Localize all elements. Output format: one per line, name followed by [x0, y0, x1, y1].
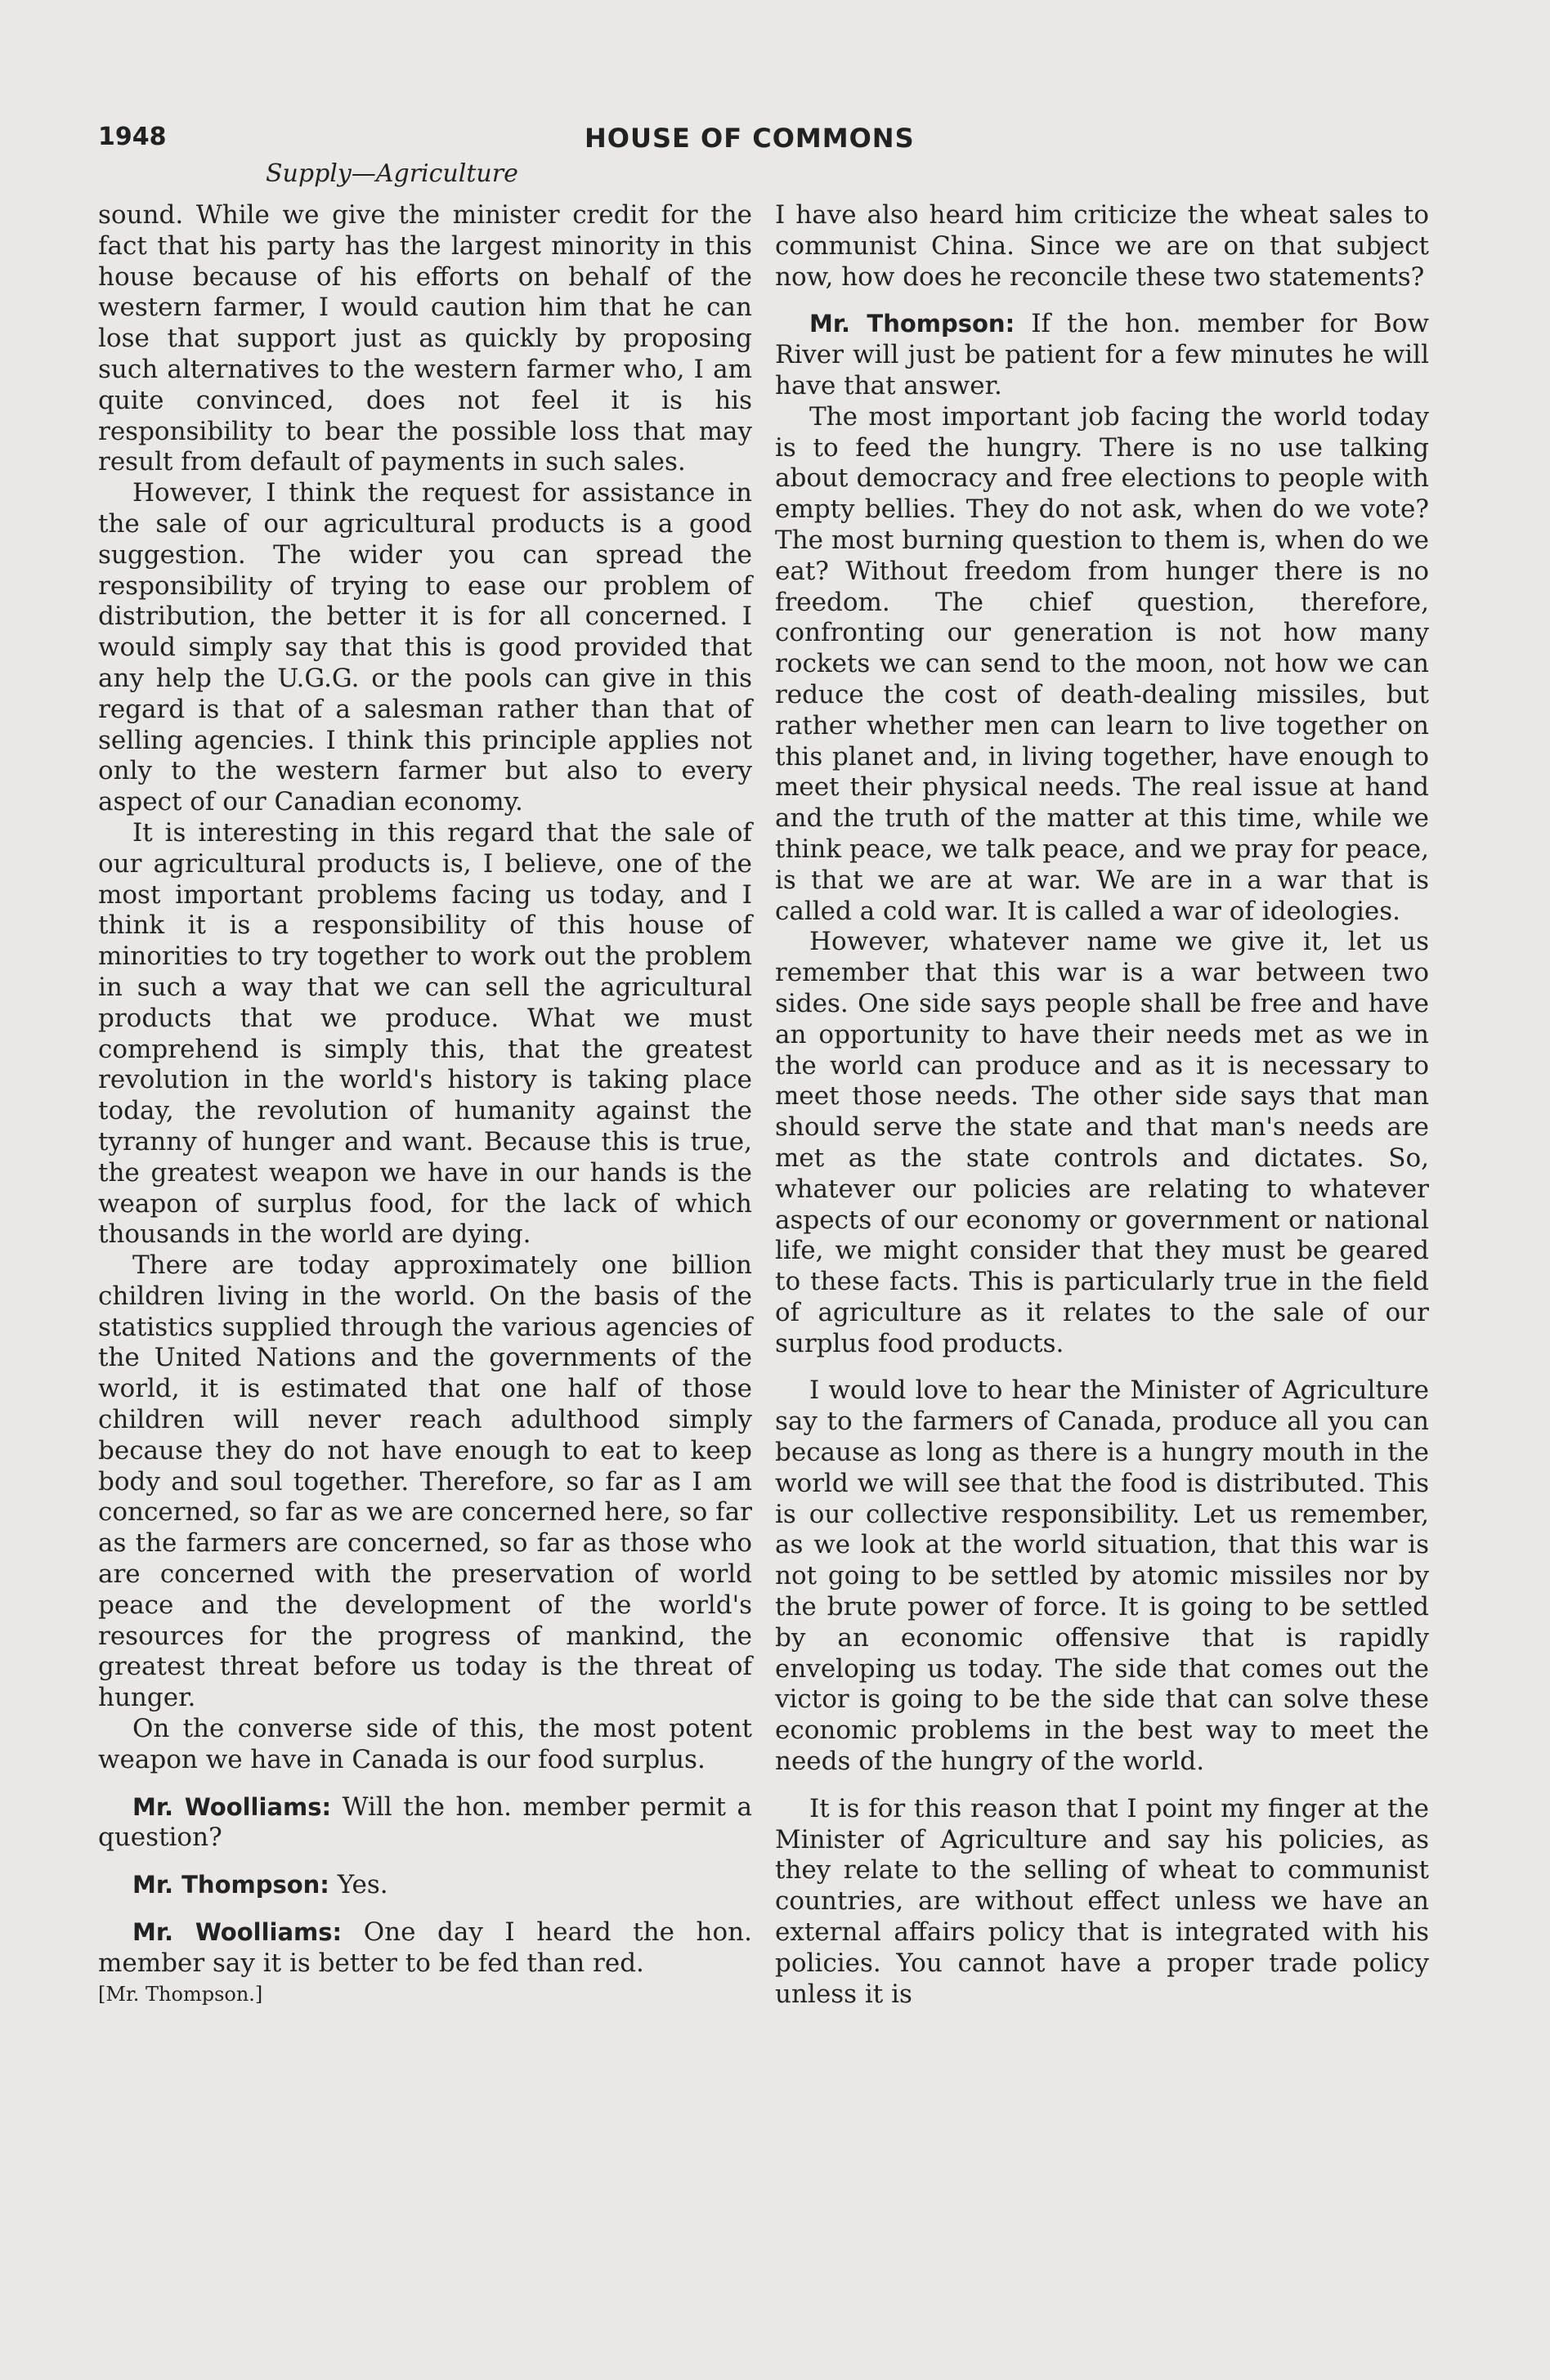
speech-entry	[98, 1917, 752, 1980]
paragraph: On the converse side of this, the most potent weapon we have in Canada is our food surplus.	[98, 1714, 752, 1774]
paragraph: There are today approximately one billion children living in the world. On the basis of the statistics supplied through the various agencies of the United Nations and the governments of the world, it is estimated that one half of those children will never reach adulthood simply because they do not have enough to eat to keep body and soul together. Therefore, so far as I am concerned, so far as we are concerned here, so far as the farmers are concerned, so far as those who are concerned with the preservation of world peace and the development of the world's resources for the progress of mankind, the greatest threat before us today is the threat of hunger.	[98, 1250, 752, 1713]
speech-text: One day I heard the hon. member say it is better to be fed than red.	[98, 1917, 753, 1978]
paragraph: However, whatever name we give it, let us remember that this war is a war between two sides. One side says people shall be free and have an opportunity to have their needs met as we in the world can produce and as it is necessary to meet those needs. The other side says that man should serve the state and that man's needs are met as the state controls and dictates. So, whatever our policies are relating to whatever aspects of our economy or government or national life, we might consider that they must be geared to these facts. This is particularly true in the field of agriculture as it relates to the sale of our surplus food products.	[775, 927, 1429, 1358]
speaker-name: Mr. Woolliams:	[132, 1792, 332, 1821]
page-title: HOUSE OF COMMONS	[585, 123, 915, 154]
paragraph: sound. While we give the minister credit for the fact that his party has the largest minority in this house because of his efforts on behalf of the western farmer, I would caution him that he can lose that support just as quickly by proposing such alternatives to the western farmer who, I am quite convinced, does not feel it is his responsibility to bear the possible loss that may result from default of payments in such sales.	[98, 200, 752, 477]
paragraph: It is interesting in this regard that the sale of our agricultural products is, I believe, one of the most important problems facing us today, and I think it is a responsibility of this house of minorities to try together to work out the problem in such a way that we can sell the agricultural products that we produce. What we must comprehend is simply this, that the greatest revolution in the world's history is taking place today, the revolution of humanity against the tyranny of hunger and want. Because this is true, the greatest weapon we have in our hands is the weapon of surplus food, for the lack of which thousands in the world are dying.	[98, 817, 752, 1250]
paragraph: However, I think the request for assistance in the sale of our agricultural products is a good suggestion. The wider you can spread the responsibility of trying to ease our problem of distribution, the better it is for all concerned. I would simply say that this is good provided that any help the U.G.G. or the pools can give in this regard is that of a salesman rather than that of selling agencies. I think this principle applies not only to the western farmer but also to every aspect of our Canadian economy.	[98, 478, 752, 817]
right-column	[775, 200, 1429, 2010]
speech-entry	[775, 309, 1429, 401]
paragraph: The most important job facing the world today is to feed the hungry. There is no use talking about democracy and free elections to people with empty bellies. They do not ask, when do we vote? The most burning question to them is, when do we eat? Without freedom from hunger there is no freedom. The chief question, therefore, confronting our generation is not how many rockets we can send to the moon, not how we can reduce the cost of death-dealing missiles, but rather whether men can learn to live together on this planet and, in living together, have enough to meet their physical needs. The real issue at hand and the truth of the matter at this time, while we think peace, we talk peace, and we pray for peace, is that we are at war. We are in a war that is called a cold war. It is called a war of ideologies.	[775, 401, 1429, 926]
paragraph: It is for this reason that I point my finger at the Minister of Agriculture and say his policies, as they relate to the selling of wheat to communist countries, are without effect unless we have an external affairs policy that is integrated with his policies. You cannot have a proper trade policy unless it is	[775, 1793, 1429, 2009]
speech-text: Yes.	[337, 1870, 388, 1900]
speech-entry	[98, 1870, 752, 1901]
left-column	[98, 200, 752, 2010]
section-subtitle: Supply—Agriculture	[266, 159, 518, 188]
speech-text: If the hon. member for Bow River will just be patient for a few minutes he will have that answer.	[775, 309, 1429, 400]
paragraph: I have also heard him criticize the wheat sales to communist China. Since we are on that subject now, how does he reconcile these two statements?	[775, 200, 1429, 292]
footer-speaker-note: [Mr. Thompson.]	[98, 1982, 263, 2006]
speaker-name: Mr. Thompson:	[809, 310, 1015, 338]
page-number: 1948	[98, 123, 167, 151]
speaker-name: Mr. Thompson:	[132, 1871, 329, 1899]
speech-text: Will the hon. member permit a question?	[98, 1792, 753, 1853]
paragraph: I would love to hear the Minister of Agriculture say to the farmers of Canada, produce all you can because as long as there is a hungry mouth in the world we will see that the food is distributed. This is our collective responsibility. Let us remember, as we look at the world situation, that this war is not going to be settled by atomic missiles nor by the brute power of force. It is going to be settled by an economic offensive that is rapidly enveloping us today. The side that comes out the victor is going to be the side that can solve these economic problems in the best way to meet the needs of the hungry of the world.	[775, 1376, 1429, 1777]
speech-entry	[98, 1792, 752, 1854]
speaker-name: Mr. Woolliams:	[132, 1918, 343, 1947]
